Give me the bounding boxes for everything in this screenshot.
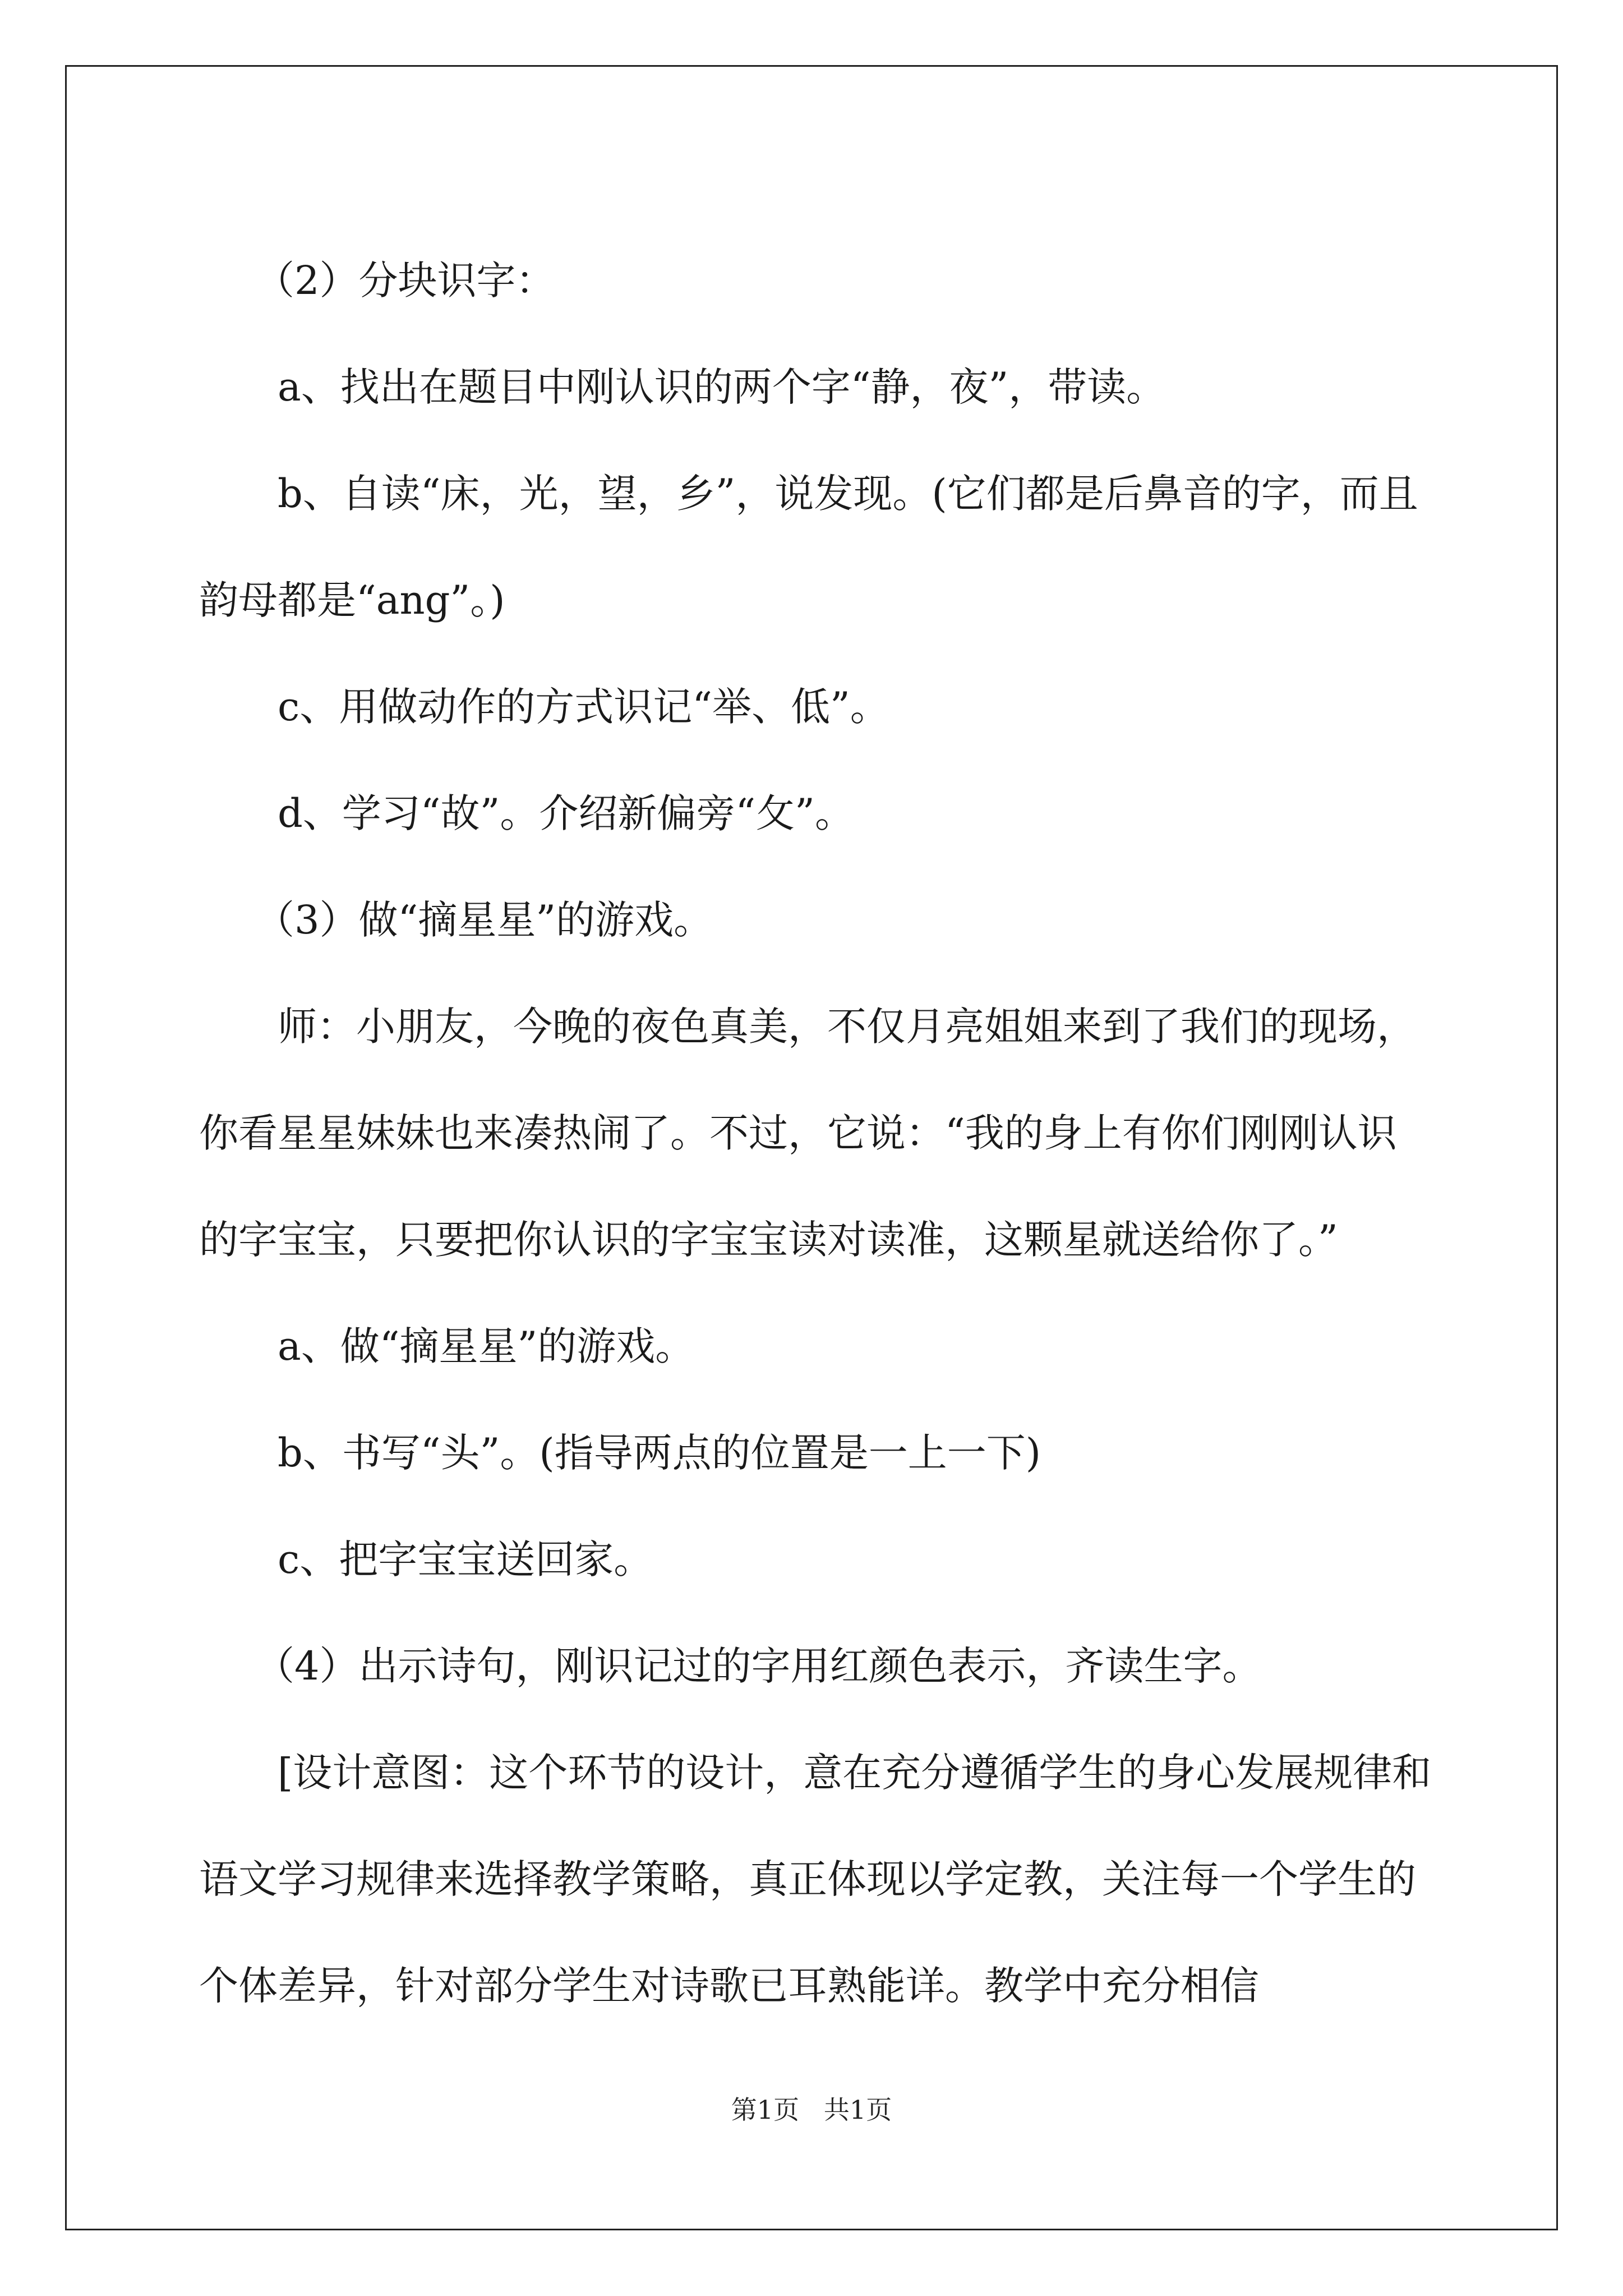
paragraph-step-3b: b、书写“头”。(指导两点的位置是一上一下) [278,1430,1041,1476]
paragraph-step-2c: c、用做动作的方式识记“举、低”。 [278,684,889,730]
paragraph-teacher-speech: 师：小朋友，今晚的夜色真美，不仅月亮姐姐来到了我们的现场，你看星星妹妹也来凑热闹了。不过，它说：“我的身上有你们刚刚认识的字宝宝，只要把你认识的字宝宝读对读准，这颗星就送给你了。” [199,1004,1416,1263]
paragraph-step-3: （3）做“摘星星”的游戏。 [255,897,713,943]
document-body [199,227,1436,2039]
paragraph-step-2: （2）分块识字： [255,257,555,303]
paragraph-step-4: （4）出示诗句，刚识记过的字用红颜色表示，齐读生字。 [255,1643,1262,1689]
paragraph-step-2b: b、自读“床，光，望，乡”，说发现。(它们都是后鼻音的字，而且韵母都是“ang”。) [199,471,1418,623]
paragraph-step-3c: c、把字宝宝送回家。 [278,1536,653,1582]
paragraph-step-3a: a、做“摘星星”的游戏。 [278,1323,695,1369]
paragraph-step-2a: a、找出在题目中刚认识的两个字“静，夜”，带读。 [278,364,1166,410]
paragraph-step-2d: d、学习“故”。介绍新偏旁“攵”。 [278,790,854,836]
paragraph-design-intent: [设计意图：这个环节的设计，意在充分遵循学生的身心发展规律和语文学习规律来选择教学策略，真正体现以学定教，关注每一个学生的个体差异，针对部分学生对诗歌已耳熟能详。教学中充分相信 [199,1750,1432,2009]
page-number-footer: 第1页 共1页 [731,2095,892,2125]
